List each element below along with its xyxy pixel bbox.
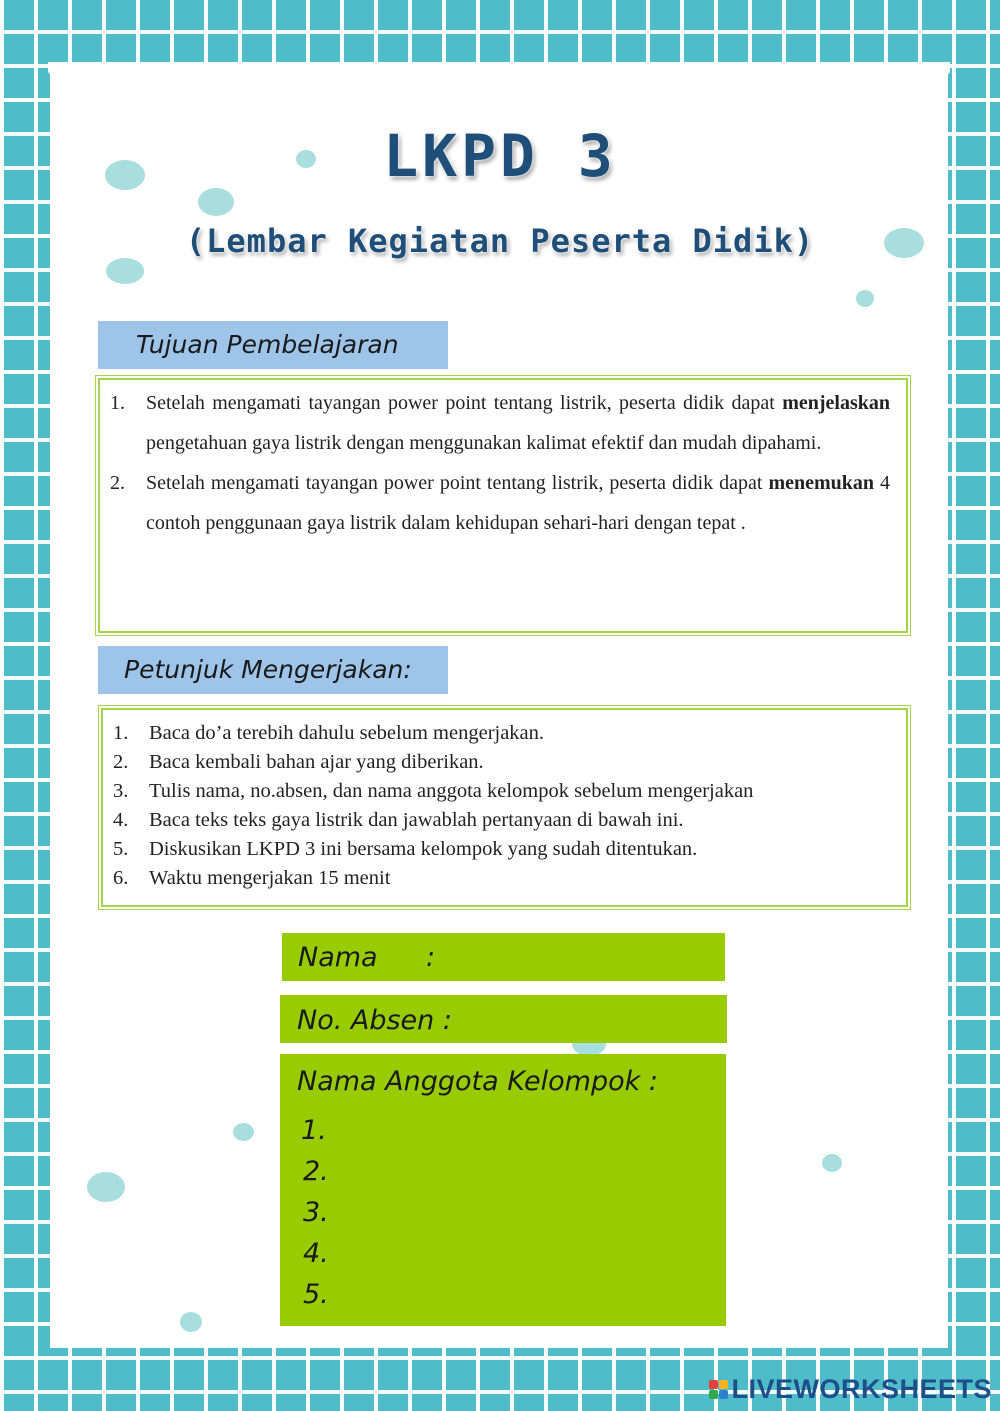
page-subtitle: (Lembar Kegiatan Peserta Didik) <box>185 222 815 260</box>
member-number: 2. <box>303 1156 329 1187</box>
decor-bubble <box>180 1312 202 1332</box>
list-item-number: 4. <box>113 809 129 831</box>
liveworksheets-logo-icon <box>709 1380 728 1399</box>
member-line[interactable] <box>297 1233 726 1274</box>
list-item-text: Baca kembali bahan ajar yang diberikan. <box>149 751 484 773</box>
member-line[interactable] <box>297 1192 726 1233</box>
tujuan-box <box>98 378 908 633</box>
member-line[interactable] <box>297 1110 726 1151</box>
watermark-text: LIVEWORKSHEETS <box>731 1374 992 1404</box>
no-absen-label: No. Absen : <box>297 1005 452 1036</box>
list-item-number: 1. <box>113 722 129 744</box>
liveworksheets-watermark[interactable] <box>709 1374 992 1405</box>
tujuan-list <box>110 383 890 543</box>
anggota-kelompok-label: Nama Anggota Kelompok : <box>297 1066 658 1097</box>
logo-square <box>719 1380 728 1389</box>
no-absen-field[interactable] <box>280 995 727 1043</box>
list-item-text <box>146 463 890 543</box>
logo-square <box>709 1380 718 1389</box>
petunjuk-heading-label: Petunjuk Mengerjakan: <box>124 655 412 684</box>
text-part: 4 contoh penggunaan gaya listrik dalam kehidupan sehari-hari dengan tepat . <box>146 472 890 534</box>
nama-field[interactable] <box>282 933 725 981</box>
bold-keyword: menjelaskan <box>782 392 890 414</box>
list-item-text: Baca teks teks gaya listrik dan jawablah pertanyaan di bawah ini. <box>149 809 684 831</box>
list-item-text: Diskusikan LKPD 3 ini bersama kelompok yang sudah ditentukan. <box>149 838 698 860</box>
text-part: Setelah mengamati tayangan power point tentang listrik, peserta didik dapat <box>146 472 769 494</box>
decor-bubble <box>106 258 144 284</box>
text-part: Setelah mengamati tayangan power point tentang listrik, peserta didik dapat <box>146 392 783 414</box>
list-item-text <box>146 383 890 463</box>
tujuan-heading <box>98 321 448 369</box>
list-item <box>113 806 892 835</box>
list-item-number: 1. <box>110 392 125 414</box>
member-number: 3. <box>303 1197 329 1228</box>
list-item-number: 2. <box>110 472 125 494</box>
list-item-number: 5. <box>113 838 129 860</box>
petunjuk-list <box>113 719 892 893</box>
list-item-number: 3. <box>113 780 129 802</box>
tujuan-heading-label: Tujuan Pembelajaran <box>136 330 399 359</box>
text-part: pengetahuan gaya listrik dengan menggunakan kalimat efektif dan mudah dipahami. <box>146 432 822 454</box>
paper-scallop-edge <box>48 62 950 110</box>
list-item <box>113 864 892 893</box>
list-item-text: Waktu mengerjakan 15 menit <box>149 867 391 889</box>
decor-bubble <box>198 188 234 216</box>
decor-bubble <box>87 1172 125 1202</box>
nama-label: Nama <box>298 942 378 973</box>
member-number: 1. <box>301 1115 327 1146</box>
petunjuk-box <box>101 708 908 907</box>
decor-bubble <box>233 1123 254 1141</box>
decor-bubble <box>856 290 874 307</box>
list-item-number: 2. <box>113 751 129 773</box>
anggota-kelompok-field[interactable] <box>280 1054 726 1326</box>
member-line[interactable] <box>297 1274 726 1315</box>
list-item <box>113 777 892 806</box>
nama-colon: : <box>426 942 436 973</box>
member-number: 4. <box>303 1238 329 1269</box>
list-item-number: 6. <box>113 867 129 889</box>
decor-bubble <box>822 1154 842 1172</box>
list-item <box>110 463 890 543</box>
list-item <box>113 835 892 864</box>
list-item <box>113 748 892 777</box>
page-title: LKPD 3 <box>383 122 617 190</box>
member-line[interactable] <box>297 1151 726 1192</box>
bold-keyword: menemukan <box>768 472 875 494</box>
logo-square <box>719 1390 728 1399</box>
list-item-text: Tulis nama, no.absen, dan nama anggota kelompok sebelum mengerjakan <box>149 780 754 802</box>
list-item-text: Baca do’a terebih dahulu sebelum mengerjakan. <box>149 722 545 744</box>
list-item <box>110 383 890 463</box>
logo-square <box>709 1390 718 1399</box>
member-number: 5. <box>303 1279 329 1310</box>
list-item <box>113 719 892 748</box>
petunjuk-heading <box>98 646 448 694</box>
